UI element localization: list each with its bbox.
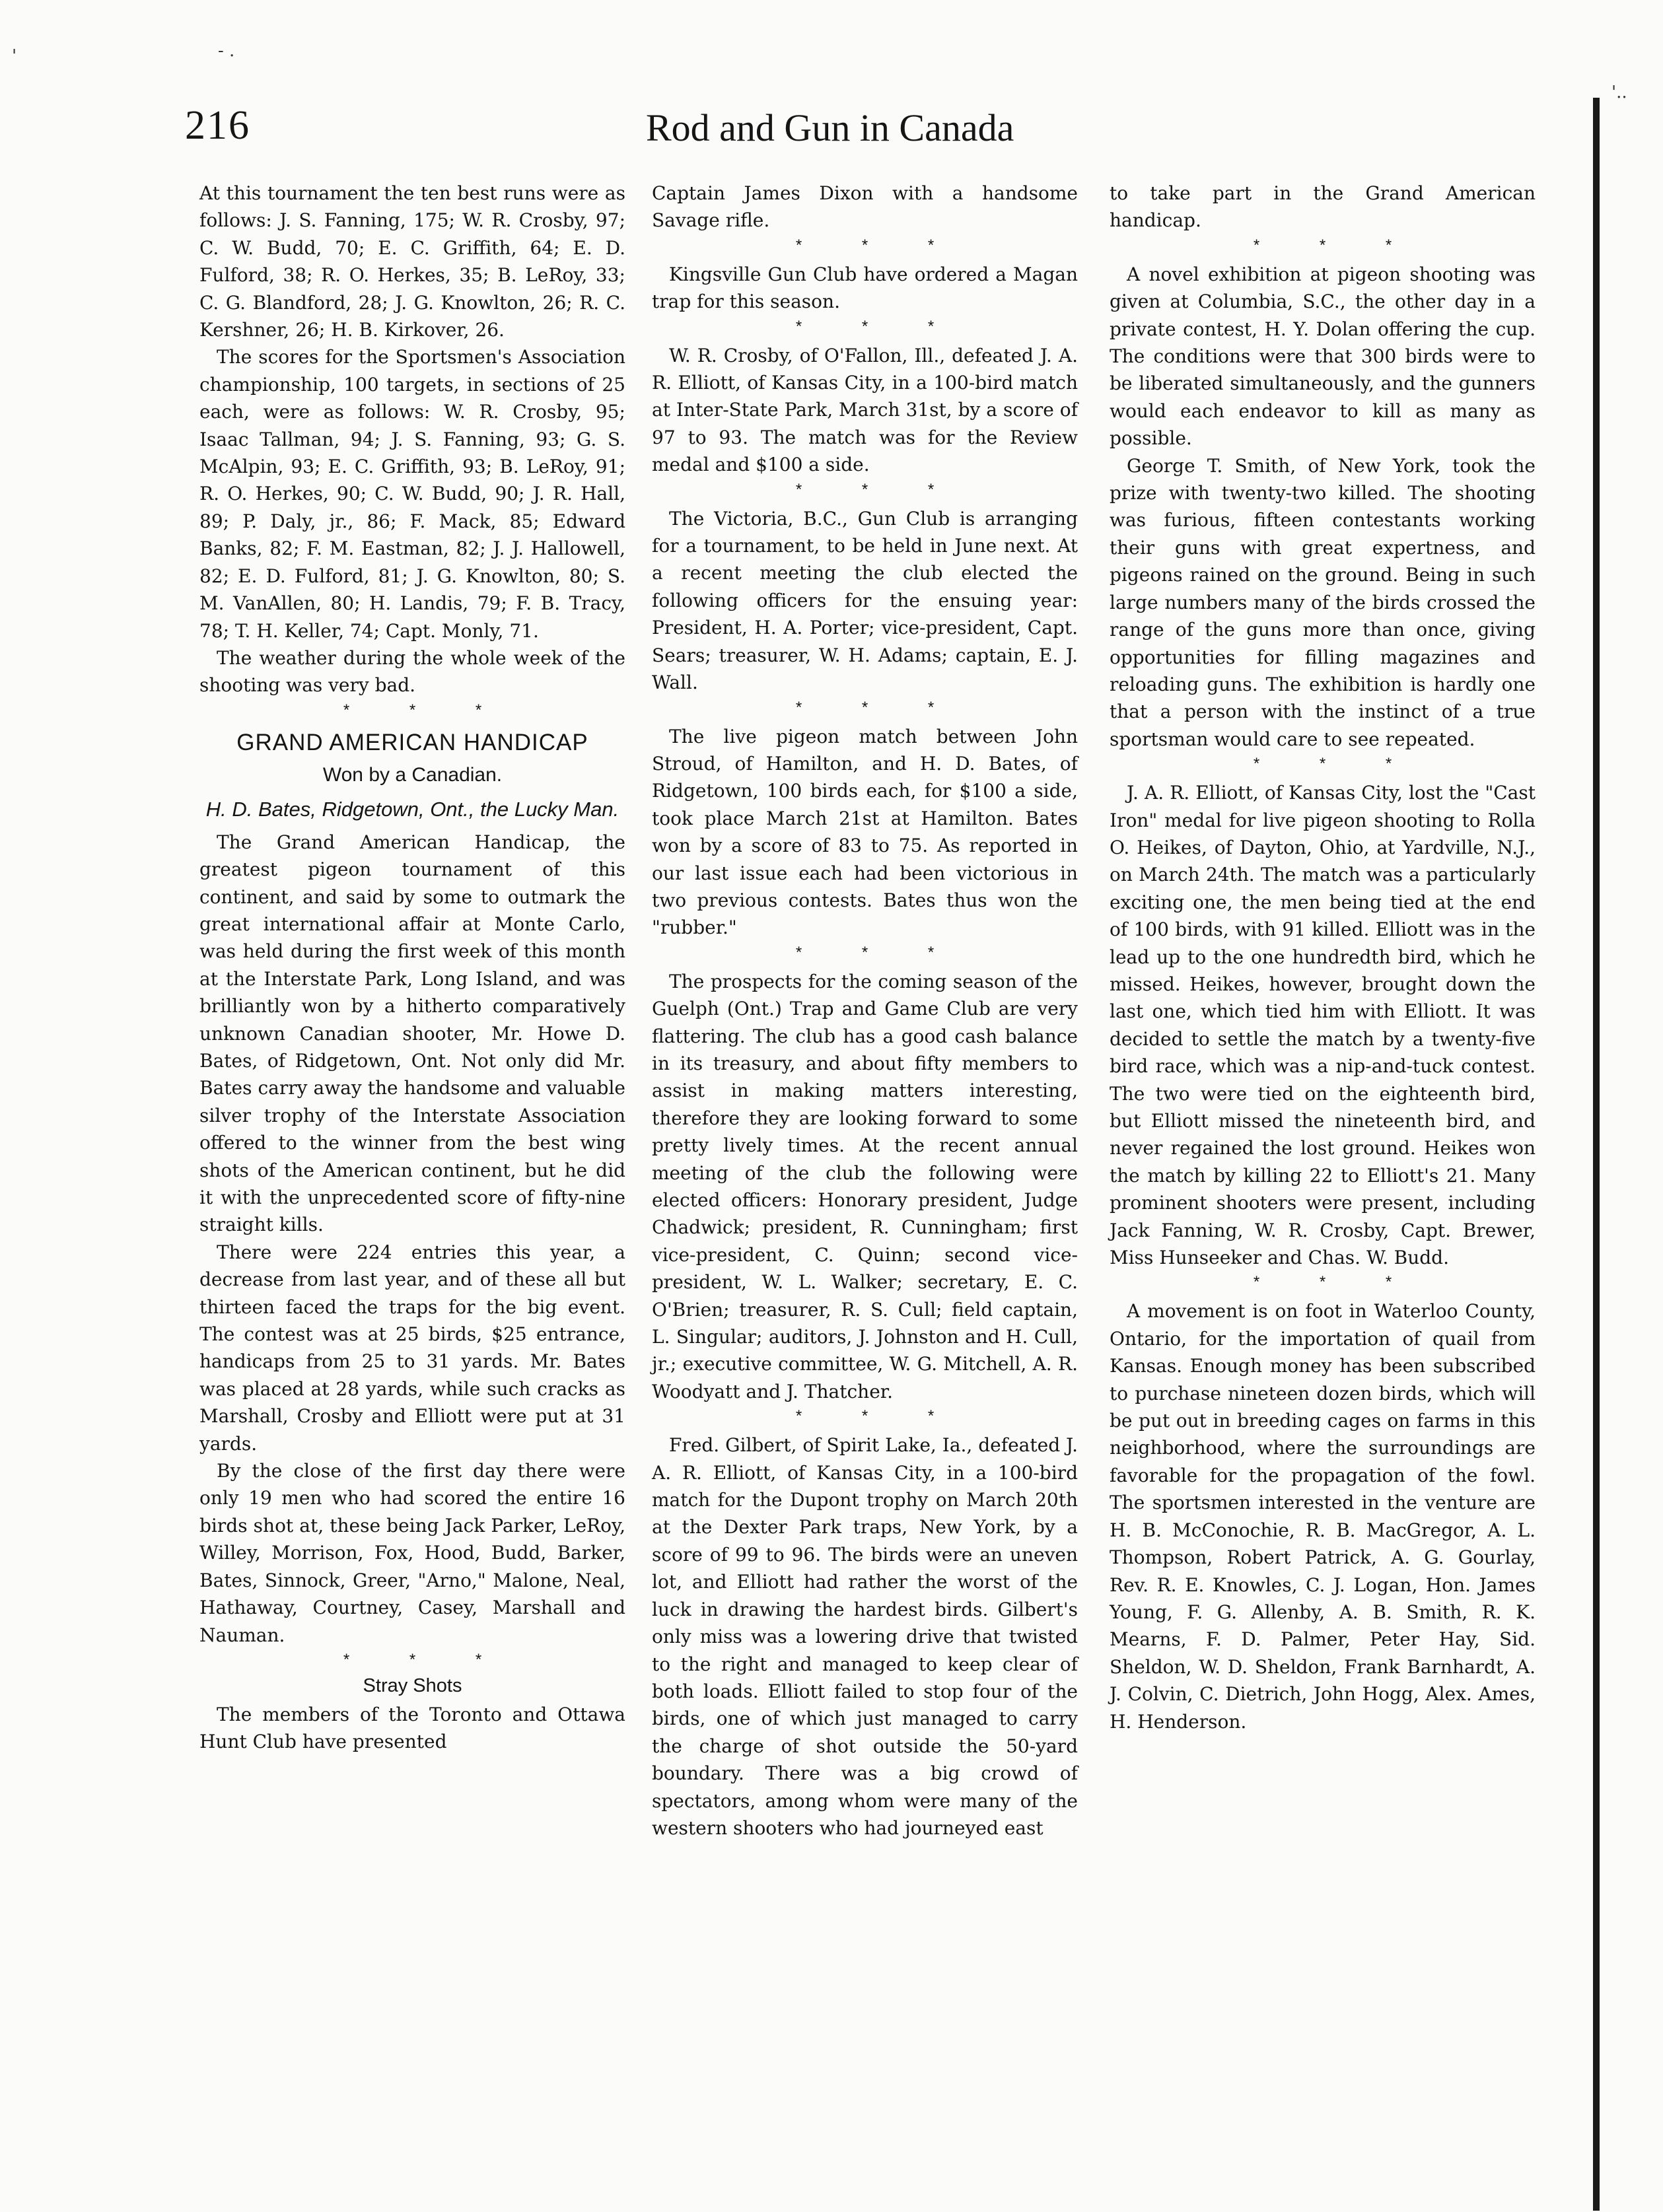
paragraph: The members of the Toronto and Ottawa Hunt Club have presented	[199, 1703, 625, 1753]
section-heading: Stray Shots	[363, 1675, 462, 1696]
paragraph: There were 224 entries this year, a decrease from last year, and of these all but thirteen faced the traps for the big event. The contest was at 25 birds, $25 entrance, handicaps from 25 to 31 yards. Mr. Bates was placed at 28 yards, while such cracks as Marshall, Crosby and Elliott were put at 31 yards.	[199, 1241, 625, 1455]
separator: * * *	[795, 1407, 962, 1426]
paragraph: A novel exhibition at pigeon shooting was given at Columbia, S.C., the other day in a private contest, H. Y. Dolan offering the cup. The conditions were that 300 birds were to be liberated simultaneously, and the gunners would each endeavor to kill as many as possible.	[1110, 263, 1536, 450]
column-1	[199, 180, 625, 1756]
separator: * * *	[795, 317, 962, 335]
paragraph: By the close of the first day there were only 19 men who had scored the entire 16 birds shot at, these being Jack Parker, LeRoy, Willey, Morrison, Fox, Hood, Budd, Barker, Bates, Sinnock, Greer, "Arno," Malone, Neal, Hathaway, Courtney, Casey, Marshall and Nauman.	[199, 1460, 625, 1646]
paragraph: Kingsville Gun Club have ordered a Magan trap for this season.	[652, 263, 1078, 313]
column-3	[1110, 180, 1536, 1735]
separator: * * *	[1253, 1273, 1420, 1292]
paragraph: J. A. R. Elliott, of Kansas City, lost the "Cast Iron" medal for live pigeon shooting to Rolla O. Heikes, of Dayton, Ohio, at Yardville, N.J., on March 24th. The match was a particularly exciting one, the men being tied at the end of 100 birds, with 91 killed. Elliott was in the lead up to the one hundredth bird, which he missed. Heikes, however, brought down the last one, which tied him with Elliott. It was decided to settle the match by a twenty-five bird race, which was a nip-and-tuck contest. The two were tied on the eighteenth bird, but Elliott missed the nineteenth bird, and never regained the lost ground. Heikes won the match by killing 22 to Elliott's 21. Many prominent shooters were present, including Jack Fanning, W. R. Crosby, Capt. Brewer, Miss Hunseeker and Chas. W. Budd.	[1110, 782, 1536, 1269]
paragraph: The live pigeon match between John Stroud, of Hamilton, and H. D. Bates, of Ridgetown, 100 birds each, for $100 a side, took place March 21st at Hamilton. Bates won by a score of 83 to 75. As reported in our last issue each had been victorious in two previous contests. Bates thus won the "rubber."	[652, 725, 1078, 939]
headline: GRAND AMERICAN HANDICAP	[236, 729, 588, 755]
scan-speck: '	[12, 46, 17, 66]
paragraph: Fred. Gilbert, of Spirit Lake, Ia., defeated J. A. R. Elliott, of Kansas City, in a 100-bird match for the Dupont trophy on March 20th at the Dexter Park traps, New York, by a score of 99 to 96. The birds were an uneven lot, and Elliott had rather the worst of the luck in drawing the hardest birds. Gilbert's only miss was a lowering drive that twisted to the right and managed to keep clear of both loads. Elliott failed to stop four of the birds, one of which just managed to carry the charge of shot outside the 50-yard boundary. There was a big crowd of spectators, among whom were many of the western shooters who had journeyed east	[652, 1434, 1078, 1839]
separator: * * *	[795, 236, 962, 254]
separator: * * *	[343, 1650, 510, 1669]
paragraph: The Grand American Handicap, the greatest pigeon tournament of this continent, and said by some to outmark the great international affair at Monte Carlo, was held during the first week of this month at the Interstate Park, Long Island, and was brilliantly won by a hitherto comparatively unknown Canadian shooter, Mr. Howe D. Bates, of Ridgetown, Ont. Not only did Mr. Bates carry away the handsome and valuable silver trophy of the Interstate Association offered to the winner from the best wing shots of the American continent, but he did it with the unprecedented score of fifty-nine straight kills.	[199, 831, 625, 1236]
separator: * * *	[795, 480, 962, 499]
paragraph: W. R. Crosby, of O'Fallon, Ill., defeated J. A. R. Elliott, of Kansas City, in a 100-bird match at Inter-State Park, March 31st, by a score of 97 to 93. The match was for the Review medal and $100 a side.	[652, 344, 1078, 476]
subheadline: Won by a Canadian.	[322, 763, 503, 786]
paragraph: George T. Smith, of New York, took the prize with twenty-two killed. The shooting was furious, fifteen contestants working their guns with great expertness, and pigeons rained on the ground. Being in such large numbers many of the birds crossed the range of the guns more than once, giving opportunities for filling magazines and reloading guns. The exhibition is hardly one that a person with the instinct of a true sportsman would care to see repeated.	[1110, 454, 1536, 750]
paragraph: to take part in the Grand American handicap.	[1110, 182, 1536, 232]
page-number: 216	[185, 103, 250, 148]
paragraph: The Victoria, B.C., Gun Club is arranging for a tournament, to be held in June next. At a recent meeting the club elected the following officers for the ensuing year: President, H. A. Porter; vice-president, Capt. Sears; treasurer, W. H. Adams; captain, E. J. Wall.	[652, 507, 1078, 694]
column-2	[652, 180, 1078, 1842]
subheadline-italic: H. D. Bates, Ridgetown, Ont., the Lucky Man.	[205, 797, 619, 821]
scan-speck: - .	[218, 41, 235, 61]
separator: * * *	[343, 701, 510, 719]
scan-speck: '..	[1611, 83, 1627, 102]
right-margin-rule	[1593, 98, 1600, 2211]
separator: * * *	[1253, 755, 1420, 773]
separator: * * *	[1253, 236, 1420, 254]
running-head: Rod and Gun in Canada	[646, 106, 1014, 149]
paragraph: Captain James Dixon with a handsome Savage rifle.	[652, 182, 1078, 232]
paragraph: The scores for the Sportsmen's Association championship, 100 targets, in sections of 25 each, were as follows: W. R. Crosby, 95; Isaac Tallman, 94; J. S. Fanning, 93; G. S. McAlpin, 93; E. C. Griffith, 93; B. LeRoy, 91; R. O. Herkes, 90; C. W. Budd, 90; J. R. Hall, 89; P. Daly, jr., 86; F. Mack, 85; Edward Banks, 82; F. M. Eastman, 82; J. J. Hallowell, 82; E. D. Fulford, 81; J. G. Knowlton, 80; S. M. VanAllen, 80; H. Landis, 79; F. B. Tracy, 78; T. H. Keller, 74; Capt. Monly, 71.	[199, 346, 625, 642]
separator: * * *	[795, 943, 962, 961]
paragraph: A movement is on foot in Waterloo County, Ontario, for the importation of quail from Kansas. Enough money has been subscribed to purchase nineteen dozen birds, which will be put out in breeding cages on farms in this neighborhood, where the surroundings are favorable for the propagation of the fowl. The sportsmen interested in the venture are H. B. McConochie, R. B. MacGregor, A. L. Thompson, Robert Patrick, A. G. Gourlay, Rev. R. E. Knowles, C. J. Logan, Hon. James Young, F. G. Allenby, A. B. Smith, R. K. Mearns, F. D. Palmer, Peter Hay, Sid. Sheldon, W. D. Sheldon, Frank Barnhardt, A. J. Colvin, C. Dietrich, John Hogg, Alex. Ames, H. Henderson.	[1110, 1300, 1536, 1733]
paragraph: The prospects for the coming season of the Guelph (Ont.) Trap and Game Club are very flattering. The club has a good cash balance in its treasury, and about fifty members to assist in making matters interesting, therefore they are looking forward to some pretty lively times. At the recent annual meeting of the club the following were elected officers: Honorary president, Judge Chadwick; president, R. Cunningham; first vice-president, C. Quinn; second vice-president, W. L. Walker; secretary, E. C. O'Brien; treasurer, R. S. Cull; field captain, L. Singular; auditors, J. Johnston and H. Cull, jr.; executive committee, W. G. Mitchell, A. R. Woodyatt and J. Thatcher.	[652, 970, 1078, 1402]
separator: * * *	[795, 698, 962, 716]
paragraph: At this tournament the ten best runs were as follows: J. S. Fanning, 175; W. R. Crosby, 97; C. W. Budd, 70; E. C. Griffith, 64; E. D. Fulford, 38; R. O. Herkes, 35; B. LeRoy, 33; C. G. Blandford, 28; J. G. Knowlton, 26; R. C. Kershner, 26; H. B. Kirkover, 26.	[199, 182, 625, 341]
paragraph: The weather during the whole week of the shooting was very bad.	[199, 646, 625, 697]
